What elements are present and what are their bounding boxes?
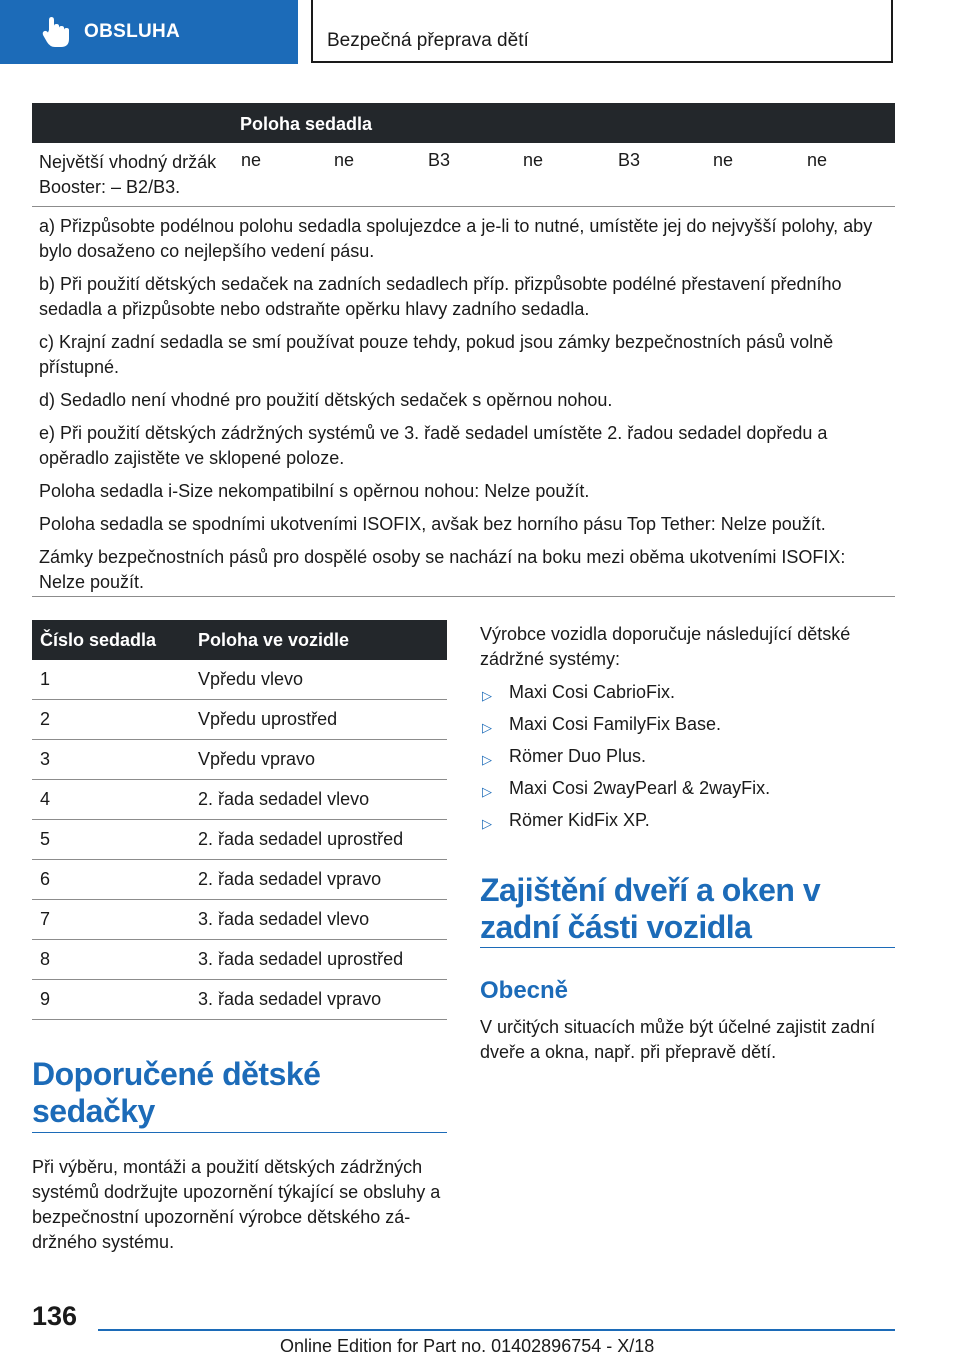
table-row [32, 940, 447, 980]
recommended-seats-heading: Doporučené dětské sedačky [32, 1056, 321, 1129]
list-item [480, 712, 890, 744]
list-item-text: Römer Duo Plus. [509, 746, 647, 766]
triangle-bullet-icon: ▷ [482, 784, 492, 799]
note: b) Při použití dětských sedaček na zadních sedadlech příp. přizpůsobte podélné přestavení předního sedadla a přizpůsobte nebo odstraňte opěrku hlavy zadního sedadla. [39, 274, 842, 319]
list-item-text: Maxi Cosi 2wayPearl & 2wayFix. [509, 778, 771, 798]
list-item [480, 744, 890, 776]
seat-position: 3. řada sedadel uprostřed [190, 940, 447, 980]
heading-rule [480, 947, 895, 948]
hand-pointer-icon [40, 15, 74, 49]
seat-number-table [32, 620, 447, 1020]
table-row [32, 900, 447, 940]
recommended-seats-text: Při výběru, montáži a použití dětských zádržných systémů dodržujte upozornění týkající se obsluhy a bezpečnostní upozornění výrobce dětského zá-držného systému. [32, 1157, 441, 1252]
seat-position: Vpředu vpravo [190, 740, 447, 780]
table-row [32, 660, 447, 700]
note: Zámky bezpečnostních pásů pro dospělé osoby se nachází na boku mezi oběma ukotveními ISOFIX: Nelze použít. [39, 547, 846, 592]
note: c) Krajní zadní sedadla se smí používat pouze tehdy, pokud jsou zámky bezpečnostních pásů volně přístupné. [39, 332, 834, 377]
seat-position: 2. řada sedadel vpravo [190, 860, 447, 900]
chapter-title: Bezpečná přeprava dětí [327, 30, 529, 51]
booster-cell: ne [713, 150, 734, 170]
seat-position: Vpředu vlevo [190, 660, 447, 700]
note: Poloha sedadla i-Size nekompatibilní s opěrnou nohou: Nelze použít. [39, 481, 590, 501]
triangle-bullet-icon: ▷ [482, 816, 492, 831]
column-header-position: Poloha ve vozidle [190, 620, 447, 660]
column-header-seat-number: Číslo sedadla [32, 620, 190, 660]
note: d) Sedadlo není vhodné pro použití dětských sedaček s opěrnou nohou. [39, 390, 613, 410]
table-row [32, 820, 447, 860]
list-item-text: Römer KidFix XP. [509, 810, 650, 830]
seat-number: 3 [32, 740, 190, 780]
note: a) Přizpůsobte podélnou polohu sedadla spolujezdce a je-li to nutné, umístěte jej do nejvyšší polohy, aby bylo dosaženo co nejlepšího vedení pásu. [39, 216, 873, 261]
booster-cell: ne [334, 150, 355, 170]
seat-number: 7 [32, 900, 190, 940]
divider [32, 596, 895, 597]
seat-position: 2. řada sedadel uprostřed [190, 820, 447, 860]
seat-number: 8 [32, 940, 190, 980]
seat-position-header-label: Poloha sedadla [240, 114, 373, 134]
table-row [32, 740, 447, 780]
table-notes [39, 214, 889, 603]
table-row [32, 780, 447, 820]
section-tab [0, 0, 298, 64]
list-item-text: Maxi Cosi CabrioFix. [509, 682, 676, 702]
section-label: OBSLUHA [84, 21, 181, 42]
securing-doors-heading: Zajištění dveří a oken v zadní části vozidla [480, 872, 821, 945]
booster-cell: B3 [428, 150, 451, 170]
page-number: 136 [32, 1301, 78, 1331]
seat-position: 3. řada sedadel vlevo [190, 900, 447, 940]
seat-position-table-header [32, 103, 895, 143]
list-item [480, 680, 890, 712]
footer-rule [98, 1329, 895, 1331]
triangle-bullet-icon: ▷ [482, 752, 492, 767]
booster-cell: ne [807, 150, 828, 170]
list-item-text: Maxi Cosi FamilyFix Base. [509, 714, 722, 734]
seat-number: 1 [32, 660, 190, 700]
footer-edition: Online Edition for Part no. 01402896754 - X/18 [280, 1336, 655, 1356]
note: Poloha sedadla se spodními ukotveními ISOFIX, avšak bez horního pásu Top Tether: Nelze použít. [39, 514, 826, 534]
triangle-bullet-icon: ▷ [482, 688, 492, 703]
booster-cell: ne [523, 150, 544, 170]
table-row [32, 700, 447, 740]
recommended-seat-list [480, 680, 890, 840]
seat-number: 9 [32, 980, 190, 1020]
table-row [32, 860, 447, 900]
general-subheading: Obecně [480, 977, 569, 1004]
list-item [480, 808, 890, 840]
recommended-intro: Výrobce vozidla doporučuje následující dětské zádržné systémy: [480, 624, 851, 669]
seat-position: Vpředu uprostřed [190, 700, 447, 740]
heading-rule [32, 1132, 447, 1133]
seat-position: 3. řada sedadel vpravo [190, 980, 447, 1020]
booster-cell: ne [241, 150, 262, 170]
header-title-box [311, 0, 893, 63]
divider [32, 206, 895, 207]
seat-position: 2. řada sedadel vlevo [190, 780, 447, 820]
seat-number: 5 [32, 820, 190, 860]
booster-cell: B3 [618, 150, 641, 170]
triangle-bullet-icon: ▷ [482, 720, 492, 735]
seat-number: 6 [32, 860, 190, 900]
table-row [32, 980, 447, 1020]
seat-number: 2 [32, 700, 190, 740]
securing-doors-text: V určitých situacích může být účelné zajistit zadní dveře a okna, např. při přepravě dětí. [480, 1017, 876, 1062]
list-item [480, 776, 890, 808]
note: e) Při použití dětských zádržných systémů ve 3. řadě sedadel umístěte 2. řadou sedadel dopředu a opěradlo zajistěte ve sklopené poloze. [39, 423, 828, 468]
booster-row-label: Největší vhodný držák Booster: – B2/B3. [39, 152, 217, 197]
seat-number: 4 [32, 780, 190, 820]
